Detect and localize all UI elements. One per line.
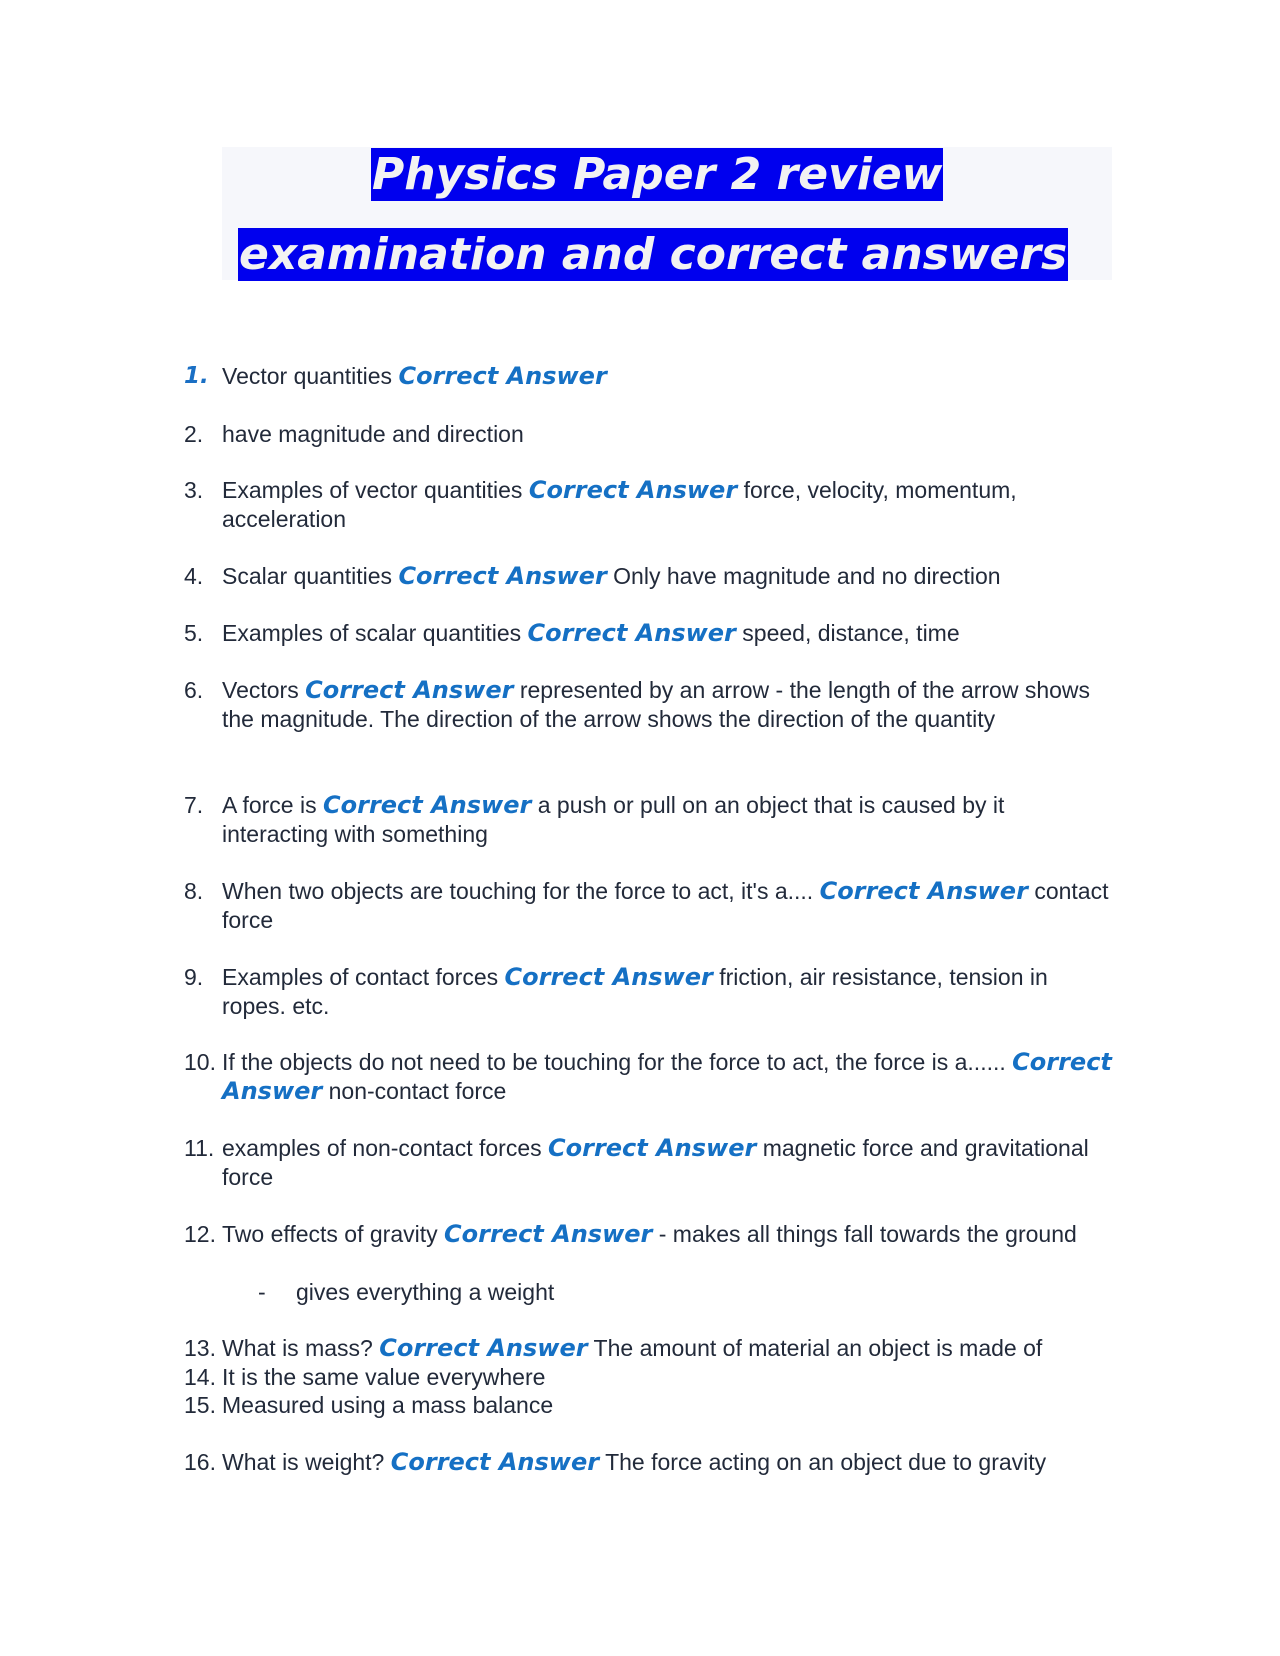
item-question: When two objects are touching for the force to act, it's a.... xyxy=(222,878,814,904)
correct-answer-label: Correct Answer xyxy=(222,1048,1112,1105)
item-question: Examples of scalar quantities xyxy=(222,620,522,646)
item-question: examples of non-contact forces xyxy=(222,1135,542,1161)
correct-answer-label: Correct Answer xyxy=(528,476,738,504)
list-item xyxy=(184,676,1114,734)
item-question: Two effects of gravity xyxy=(222,1221,438,1247)
item-number: 12. xyxy=(184,1221,216,1247)
item-number: 2. xyxy=(184,421,204,447)
item-answer: magnetic force and gravitational force xyxy=(222,1135,1089,1190)
item-number: 15. xyxy=(184,1392,216,1418)
item-number: 6. xyxy=(184,677,204,703)
item-question: What is weight? xyxy=(222,1449,385,1475)
item-number: 16. xyxy=(184,1449,216,1475)
item-number: 3. xyxy=(184,477,204,503)
item-question: Examples of contact forces xyxy=(222,964,499,990)
list-item xyxy=(184,963,1114,1021)
correct-answer-label: Correct Answer xyxy=(548,1134,757,1162)
list-item xyxy=(184,1448,1114,1477)
correct-answer-label: Correct Answer xyxy=(444,1220,653,1248)
item-answer: - makes all things fall towards the ground xyxy=(658,1221,1077,1247)
item-question: If the objects do not need to be touching for the force to act, the force is a...... xyxy=(222,1049,1006,1075)
item-number: 7. xyxy=(184,792,204,818)
item-answer: Only have magnitude and no direction xyxy=(613,563,1001,589)
correct-answer-label: Correct Answer xyxy=(819,877,1028,905)
list-item xyxy=(184,1363,1114,1392)
item-answer: represented by an arrow - the length of the arrow shows the magnitude. The direction of the arrow shows the direction of the quantity xyxy=(222,677,1091,732)
sub-bullet xyxy=(258,1278,554,1307)
item-number: 10. xyxy=(184,1049,216,1075)
list-item xyxy=(184,619,1114,648)
list-item xyxy=(184,1391,1114,1420)
item-number: 14. xyxy=(184,1364,216,1390)
list-item xyxy=(184,877,1114,935)
item-question: A force is xyxy=(222,792,317,818)
page-title-line-2: examination and correct answers xyxy=(239,229,1068,280)
item-answer: contact force xyxy=(222,878,1109,933)
item-number: 13. xyxy=(184,1335,216,1361)
item-answer: speed, distance, time xyxy=(742,620,960,646)
correct-answer-label: Correct Answer xyxy=(398,362,607,390)
item-question: Scalar quantities xyxy=(222,563,393,589)
item-question: have magnitude and direction xyxy=(222,421,524,447)
item-question: Vector quantities xyxy=(222,363,393,389)
correct-answer-label: Correct Answer xyxy=(305,676,514,704)
item-number: 4. xyxy=(184,563,204,589)
list-item xyxy=(184,562,1114,591)
list-item xyxy=(184,476,1114,534)
list-item xyxy=(184,420,1114,449)
list-item xyxy=(184,1134,1114,1192)
list-item xyxy=(184,1334,1114,1363)
correct-answer-label: Correct Answer xyxy=(390,1448,600,1476)
correct-answer-label: Correct Answer xyxy=(527,619,736,647)
item-answer: a push or pull on an object that is caused by it interacting with something xyxy=(222,792,1005,847)
item-number: 11. xyxy=(184,1135,215,1161)
item-number: 8. xyxy=(184,878,204,904)
sub-bullet-text: gives everything a weight xyxy=(296,1279,555,1305)
item-number: 9. xyxy=(184,964,204,990)
item-answer: force, velocity, momentum, acceleration xyxy=(222,477,1017,532)
item-question: It is the same value everywhere xyxy=(222,1364,546,1390)
item-question: Vectors xyxy=(222,677,299,703)
item-question: Measured using a mass balance xyxy=(222,1392,554,1418)
item-answer: The amount of material an object is made of xyxy=(593,1335,1043,1361)
sub-bullet-dash: - xyxy=(258,1279,266,1305)
list-item xyxy=(184,362,1114,391)
item-answer: The force acting on an object due to gravity xyxy=(605,1449,1047,1475)
item-number: 1. xyxy=(184,363,209,389)
list-item xyxy=(184,791,1114,849)
list-item xyxy=(184,1220,1114,1249)
correct-answer-label: Correct Answer xyxy=(504,963,713,991)
correct-answer-label: Correct Answer xyxy=(323,791,532,819)
page-title-line-1: Physics Paper 2 review xyxy=(372,149,943,200)
list-item xyxy=(184,1048,1114,1106)
correct-answer-label: Correct Answer xyxy=(398,562,607,590)
item-answer: friction, air resistance, tension in ropes. etc. xyxy=(222,964,1048,1019)
item-question: Examples of vector quantities xyxy=(222,477,523,503)
item-question: What is mass? xyxy=(222,1335,373,1361)
item-number: 5. xyxy=(184,620,204,646)
correct-answer-label: Correct Answer xyxy=(379,1334,588,1362)
item-answer: non-contact force xyxy=(328,1078,507,1104)
